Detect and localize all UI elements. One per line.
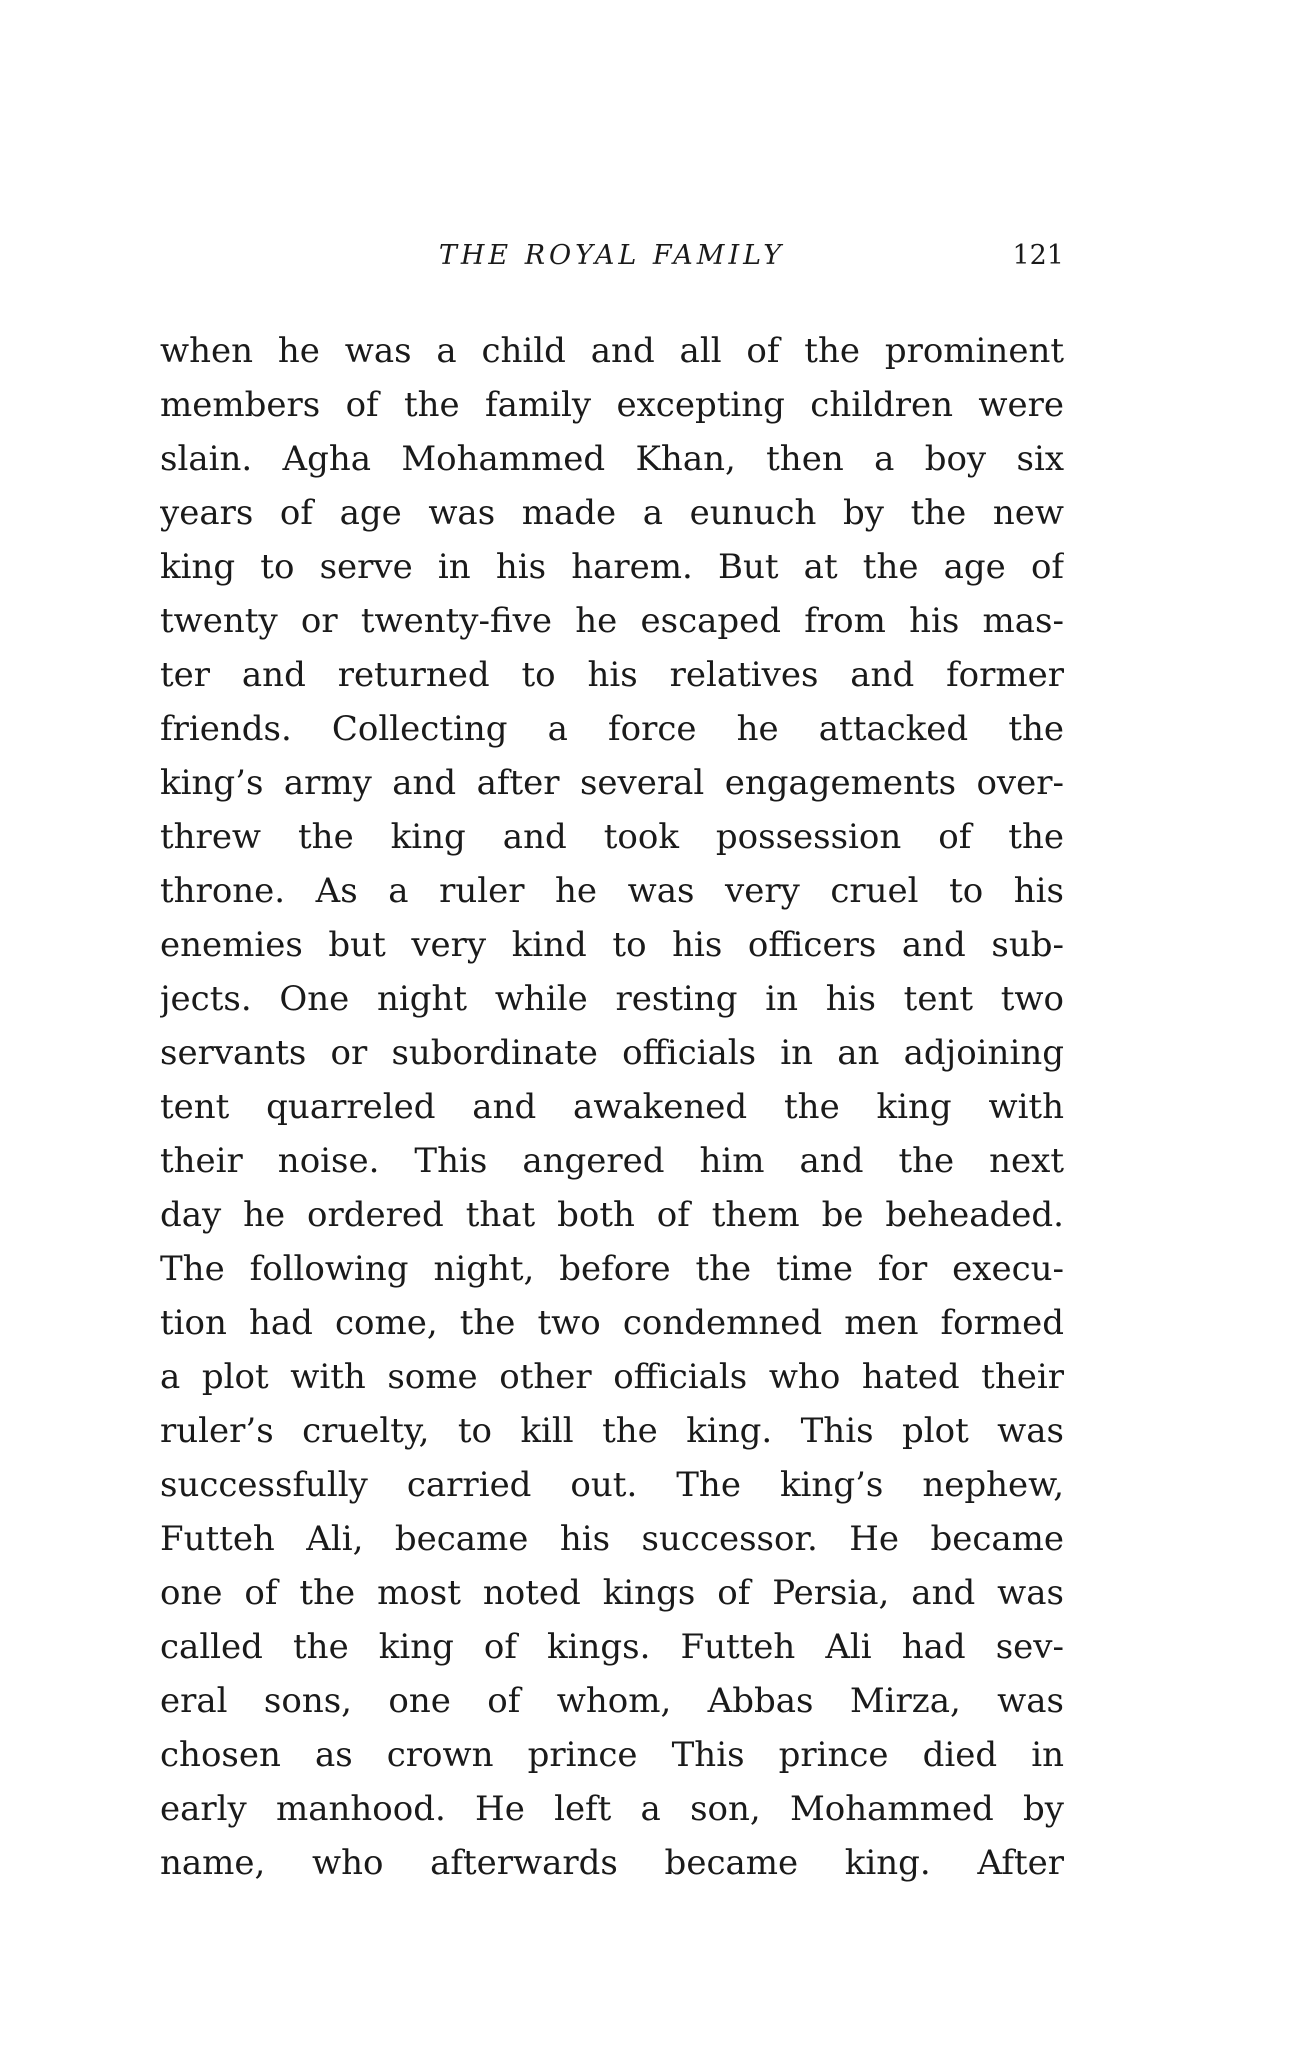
page-number: 121 <box>1012 240 1064 271</box>
text-line: Futteh Ali, became his successor. He became <box>160 1519 1064 1559</box>
text-line: slain. Agha Mohammed Khan, then a boy six <box>160 439 1064 479</box>
text-line: ruler’s cruelty, to kill the king. This plot was <box>160 1411 1064 1451</box>
text-line: their noise. This angered him and the next <box>160 1141 1064 1181</box>
text-line: servants or subordinate officials in an adjoining <box>160 1033 1064 1073</box>
text-line: called the king of kings. Futteh Ali had sev- <box>160 1627 1064 1667</box>
text-line: twenty or twenty-five he escaped from his mas- <box>160 601 1064 641</box>
text-line: successfully carried out. The king’s nephew, <box>160 1465 1064 1505</box>
text-line: one of the most noted kings of Persia, and was <box>160 1573 1064 1613</box>
text-line: friends. Collecting a force he attacked the <box>160 709 1064 749</box>
running-title: THE ROYAL FAMILY <box>438 240 786 271</box>
text-line: years of age was made a eunuch by the new <box>160 493 1064 533</box>
text-line: when he was a child and all of the prominent <box>160 331 1064 371</box>
text-line: king’s army and after several engagements over- <box>160 763 1064 803</box>
text-line: day he ordered that both of them be beheaded. <box>160 1195 1064 1235</box>
text-line: threw the king and took possession of the <box>160 817 1064 857</box>
text-line: early manhood. He left a son, Mohammed by <box>160 1789 1064 1829</box>
text-line: jects. One night while resting in his tent two <box>160 979 1064 1019</box>
text-line: king to serve in his harem. But at the age of <box>160 547 1064 587</box>
text-line: eral sons, one of whom, Abbas Mirza, was <box>160 1681 1064 1721</box>
body-text <box>160 324 1064 1890</box>
text-line: a plot with some other officials who hated their <box>160 1357 1064 1397</box>
text-line: chosen as crown prince This prince died in <box>160 1735 1064 1775</box>
text-line: tent quarreled and awakened the king with <box>160 1087 1064 1127</box>
text-line: tion had come, the two condemned men formed <box>160 1303 1064 1343</box>
page-header <box>160 240 1064 280</box>
text-line: throne. As a ruler he was very cruel to his <box>160 871 1064 911</box>
text-line: ter and returned to his relatives and former <box>160 655 1064 695</box>
text-line: name, who afterwards became king. After <box>160 1843 1064 1883</box>
text-line: members of the family excepting children were <box>160 385 1064 425</box>
text-line: enemies but very kind to his officers and sub- <box>160 925 1064 965</box>
text-line: The following night, before the time for execu- <box>160 1249 1064 1289</box>
